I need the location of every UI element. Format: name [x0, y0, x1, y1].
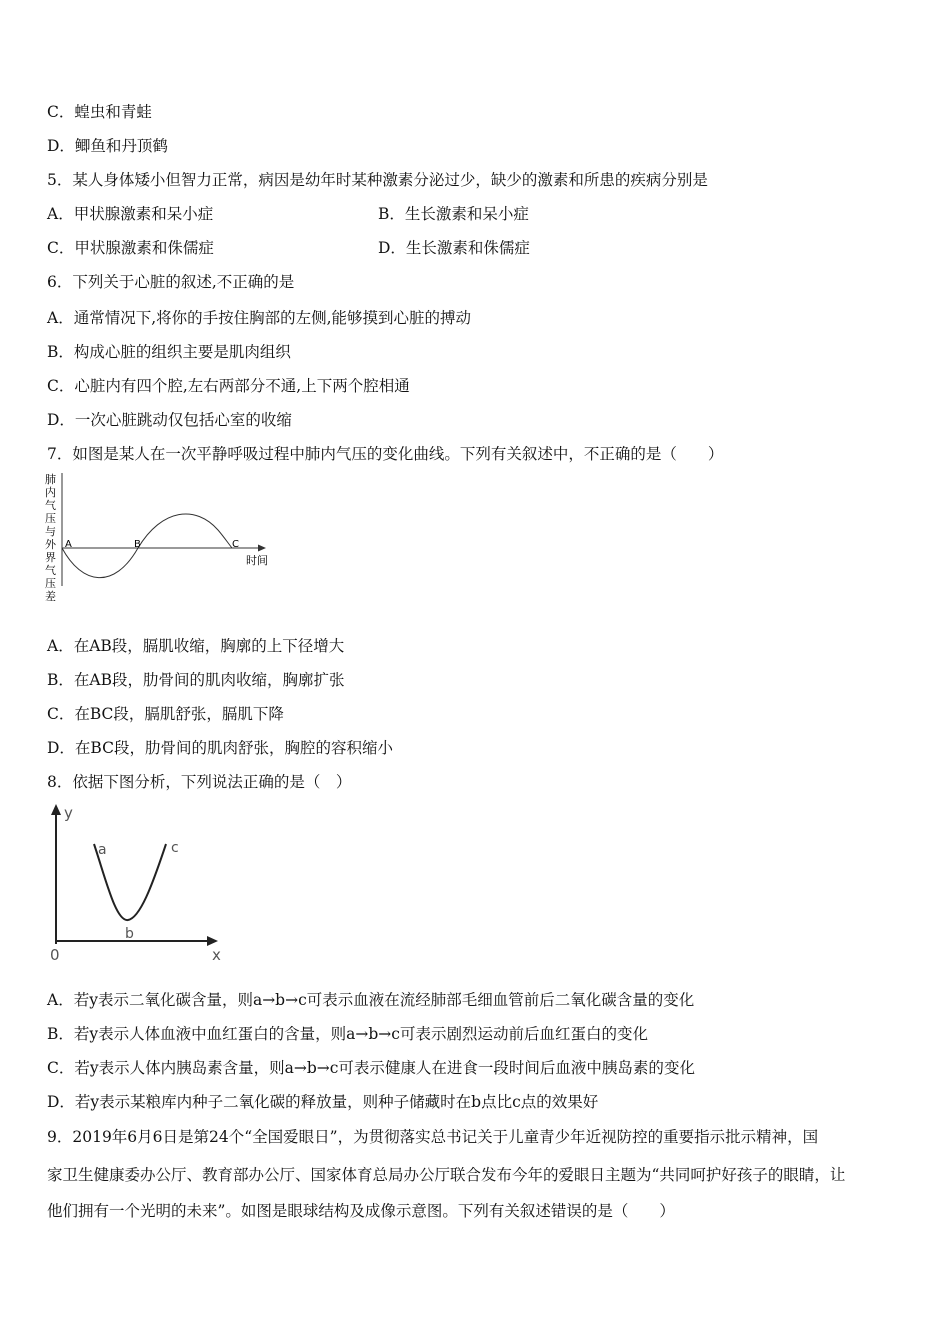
text-line-q5d: D．生长激素和侏儒症 [378, 239, 530, 257]
text-line-q6c: C．心脏内有四个腔,左右两部分不通,上下两个腔相通 [47, 377, 410, 395]
text-line-q7b: B．在AB段，肋骨间的肌肉收缩，胸廓扩张 [47, 671, 345, 689]
figure-q7-y-label [45, 472, 57, 603]
text-line-q9b: 家卫生健康委办公厅、教育部办公厅、国家体育总局办公厅联合发布今年的爱眼日主题为“共同呵护好孩子的眼睛，让 [47, 1166, 846, 1184]
text-line-l1: C．蝗虫和青蛙 [47, 103, 152, 121]
text-line-q9a: 9．2019年6月6日是第24个“全国爱眼日”，为贯彻落实总书记关于儿童青少年近视防控的重要指示批示精神，国 [47, 1128, 819, 1146]
pressure-curve-svg [40, 470, 280, 620]
text-line-q8c: C．若y表示人体内胰岛素含量，则a→b→c可表示健康人在进食一段时间后血液中胰岛素的变化 [47, 1059, 695, 1077]
text-line-q6a: A．通常情况下,将你的手按住胸部的左侧,能够摸到心脏的搏动 [47, 309, 472, 327]
x-axis-arrow [207, 936, 218, 946]
y-axis-label: y [64, 804, 73, 822]
point-label-c: c [171, 840, 179, 856]
text-line-q8d: D．若y表示某粮库内种子二氧化碳的释放量，则种子储藏时在b点比c点的效果好 [47, 1093, 599, 1111]
u-curve-svg [44, 800, 234, 966]
pressure-curve [62, 514, 232, 578]
text-line-q5c: C．甲状腺激素和侏儒症 [47, 239, 214, 257]
point-label-c: C [232, 539, 239, 550]
origin-label: 0 [50, 946, 60, 964]
text-line-q7a: A．在AB段，膈肌收缩，胸廓的上下径增大 [47, 637, 345, 655]
text-line-q6b: B．构成心脏的组织主要是肌肉组织 [47, 343, 291, 361]
figure-q8-u-curve [44, 800, 234, 970]
point-label-b: B [134, 539, 141, 550]
text-line-q6: 6．下列关于心脏的叙述,不正确的是 [47, 273, 295, 291]
point-label-b: b [125, 926, 134, 942]
figure-q7-pressure-curve [40, 470, 280, 624]
point-label-a: a [98, 842, 107, 858]
y-label-char: 界 [45, 551, 56, 564]
text-line-q8a: A．若y表示二氧化碳含量，则a→b→c可表示血液在流经肺部毛细血管前后二氧化碳含量的变化 [47, 991, 695, 1009]
y-label-char: 与 [45, 525, 56, 538]
text-line-q5a: A．甲状腺激素和呆小症 [47, 205, 214, 223]
x-axis-label: 时间 [246, 554, 268, 567]
text-line-q5b: B．生长激素和呆小症 [378, 205, 529, 223]
text-line-q9c: 他们拥有一个光明的未来”。如图是眼球结构及成像示意图。下列有关叙述错误的是（ ） [47, 1202, 675, 1220]
text-line-q8: 8．依据下图分析，下列说法正确的是（ ） [47, 773, 352, 791]
text-line-l2: D．鲫鱼和丹顶鹤 [47, 137, 168, 155]
text-line-q6d: D．一次心脏跳动仅包括心室的收缩 [47, 411, 292, 429]
y-label-char: 肺 [45, 473, 56, 486]
text-line-q7c: C．在BC段，膈肌舒张，膈肌下降 [47, 705, 284, 723]
point-label-a: A [65, 539, 72, 550]
y-axis-arrow [51, 804, 61, 815]
y-label-char: 气 [45, 499, 56, 512]
y-label-char: 外 [45, 538, 56, 551]
y-label-char: 内 [45, 486, 56, 499]
x-axis-label: x [212, 946, 221, 964]
x-axis-arrow [258, 545, 266, 552]
y-label-char: 气 [45, 564, 56, 577]
text-line-q7d: D．在BC段，肋骨间的肌肉舒张，胸腔的容积缩小 [47, 739, 393, 757]
y-label-char: 压 [45, 512, 56, 525]
y-label-char: 压 [45, 577, 56, 590]
text-line-q7: 7．如图是某人在一次平静呼吸过程中肺内气压的变化曲线。下列有关叙述中，不正确的是（ ） [47, 445, 724, 463]
y-label-char: 差 [45, 590, 56, 603]
text-line-q5: 5．某人身体矮小但智力正常，病因是幼年时某种激素分泌过少，缺少的激素和所患的疾病分别是 [47, 171, 708, 189]
text-line-q8b: B．若y表示人体血液中血红蛋白的含量，则a→b→c可表示剧烈运动前后血红蛋白的变化 [47, 1025, 648, 1043]
